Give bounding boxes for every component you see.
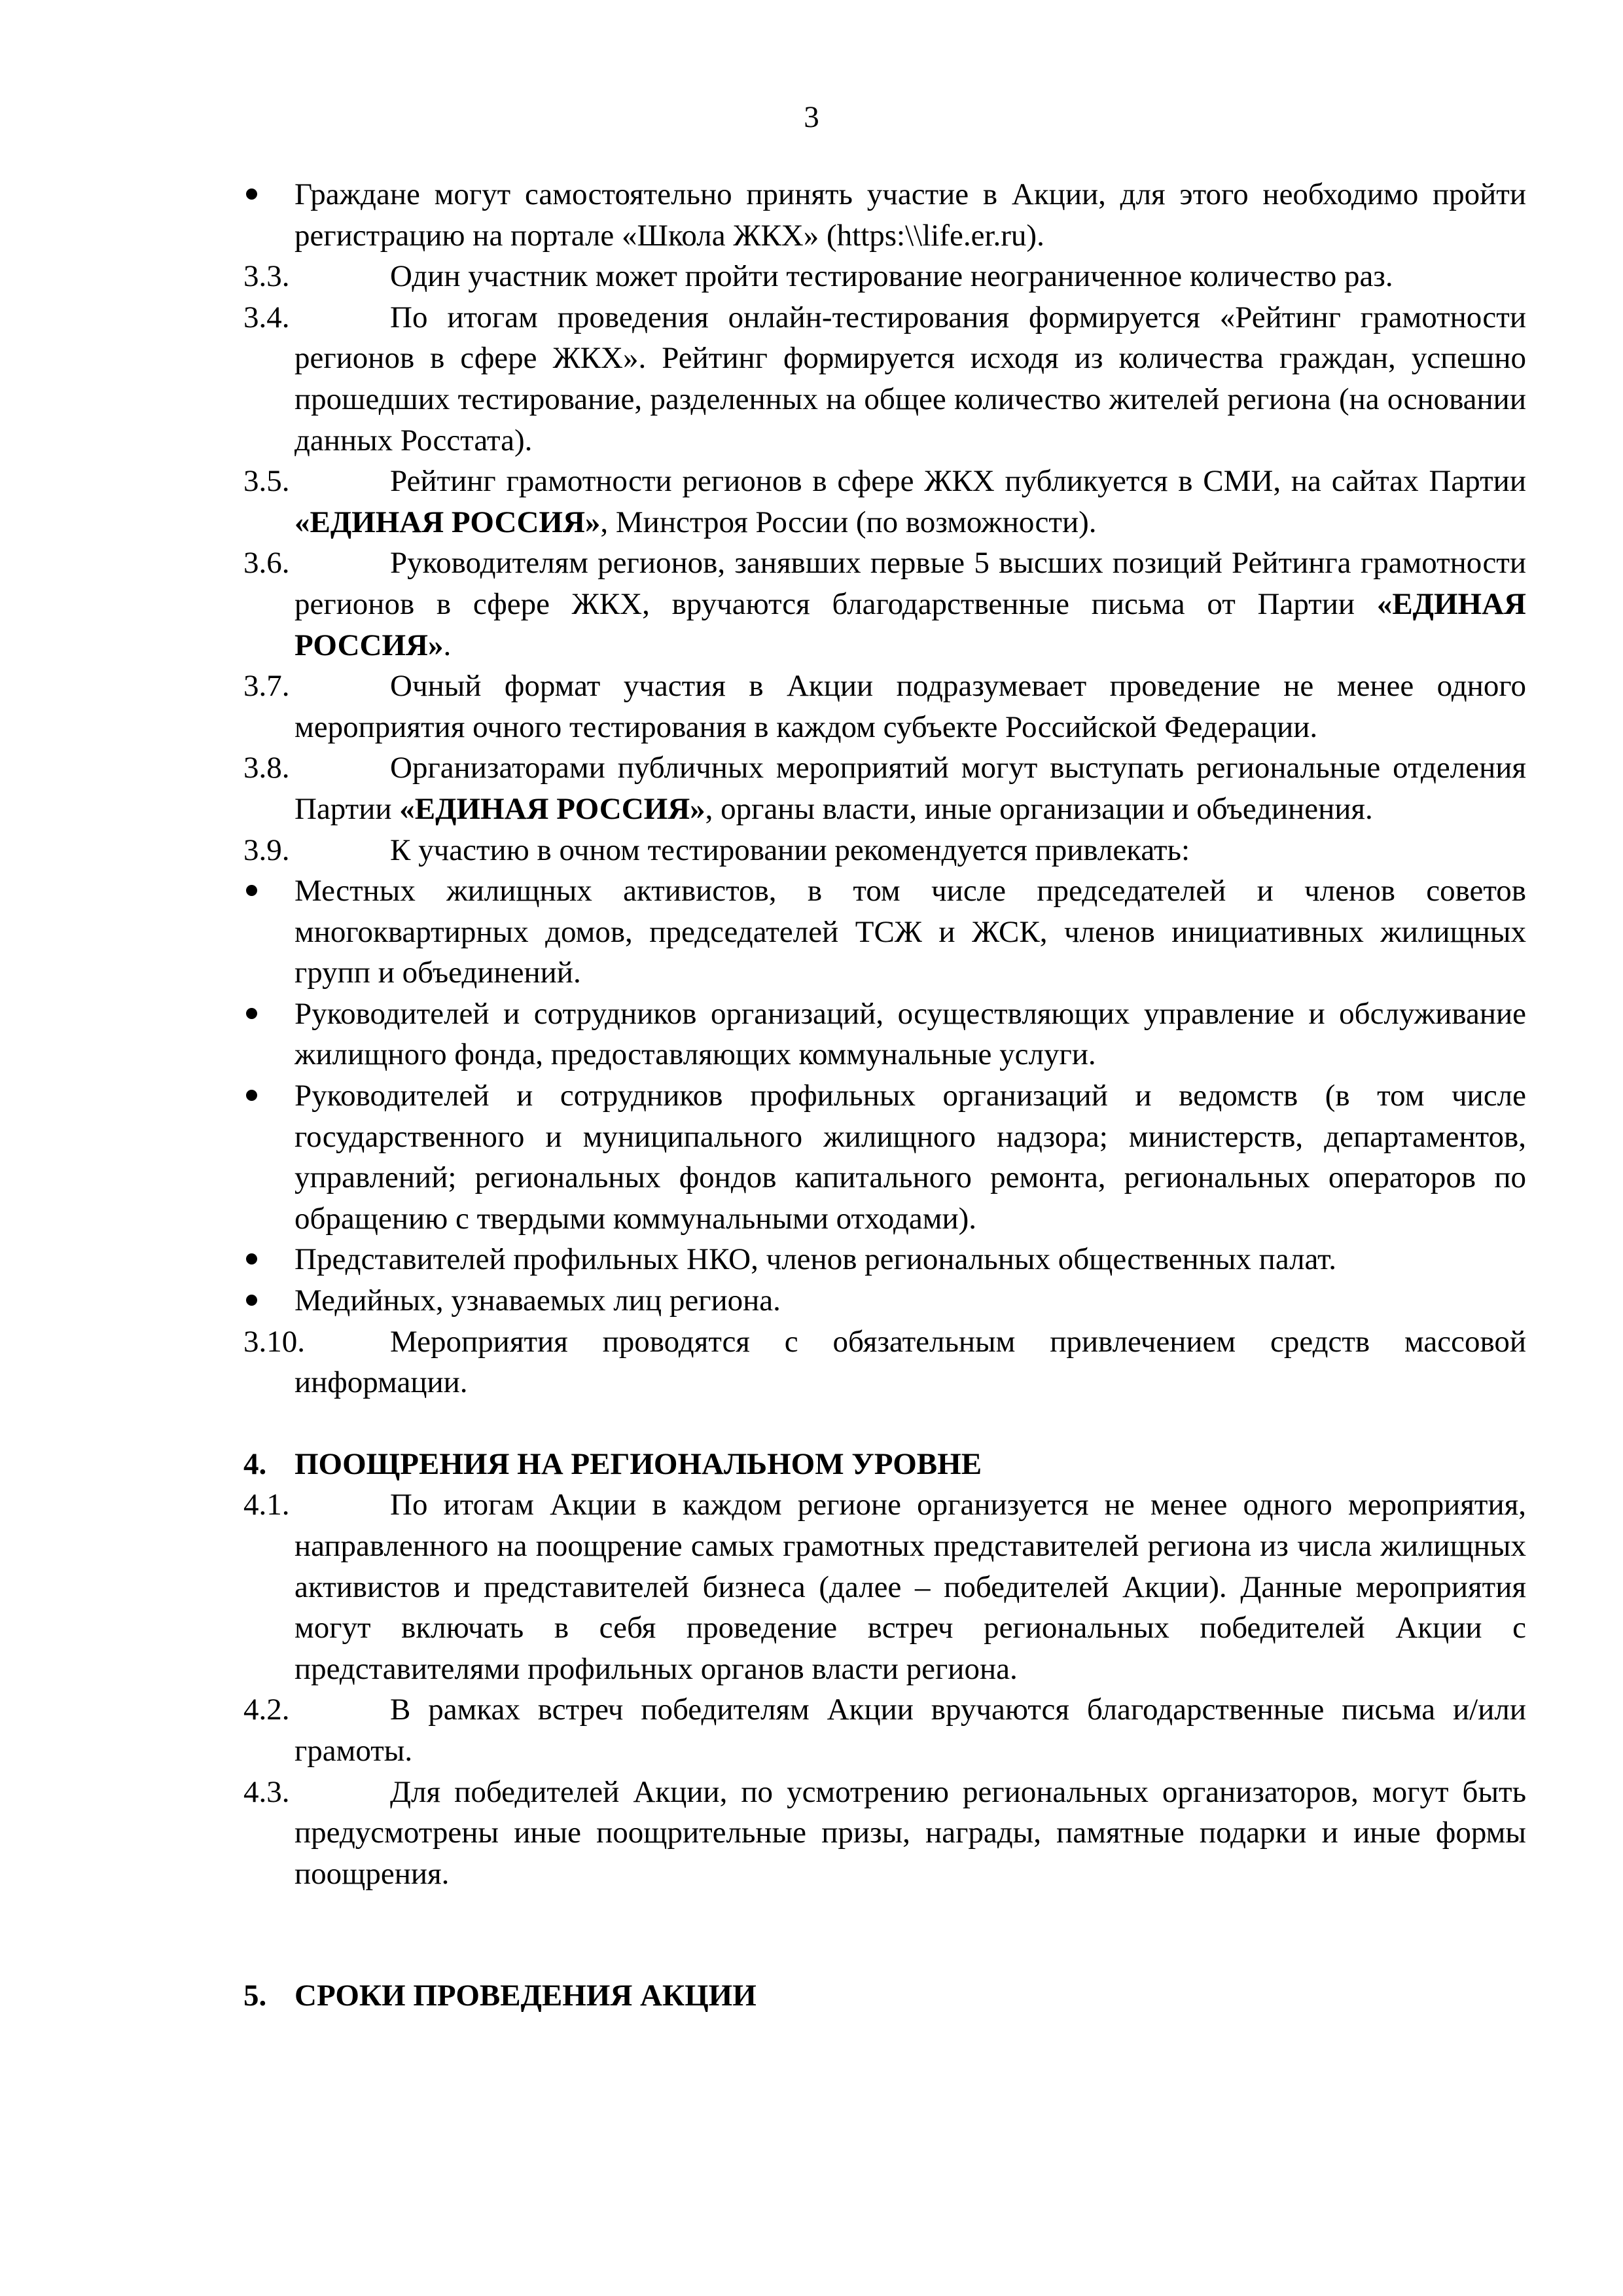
list-item xyxy=(243,1280,1526,1321)
clause-text: По итогам Акции в каждом регионе организуется не менее одного мероприятия, направленного на поощрение самых грамотных представителей региона из числа жилищных активистов и представителей бизнеса (далее – победителей Акции). Данные мероприятия могут включать в себя проведение встреч региональных победителей Акции с представителями профильных органов власти региона. xyxy=(294,1488,1526,1686)
spacer xyxy=(243,1894,1526,1975)
clause-text: Один участник может пройти тестирование неограниченное количество раз. xyxy=(390,259,1393,294)
clause-number: 3.6. xyxy=(243,546,290,581)
spacer xyxy=(243,1403,1526,1444)
clause-text-before: Руководителям регионов, занявших первые 5 высших позиций Рейтинга грамотности регионов в сфере ЖКХ, вручаются благодарственные письма от Партии xyxy=(294,546,1526,621)
clause-text: В рамках встреч победителям Акции вручаются благодарственные письма и/или грамоты. xyxy=(294,1693,1526,1768)
clause-3-6 xyxy=(243,543,1526,666)
bullet-icon xyxy=(246,188,257,200)
list-item xyxy=(243,994,1526,1075)
list-item-text: Представителей профильных НКО, членов региональных общественных палат. xyxy=(294,1242,1336,1277)
section-heading-5 xyxy=(243,1975,1526,2017)
bullet-icon xyxy=(246,1295,257,1306)
clause-3-9 xyxy=(243,830,1526,871)
section-number: 4. xyxy=(243,1446,267,1481)
clause-number: 3.4. xyxy=(243,300,290,334)
clause-number: 4.3. xyxy=(243,1774,290,1809)
clause-3-5 xyxy=(243,461,1526,543)
section-number: 5. xyxy=(243,1979,267,2013)
clause-3-4 xyxy=(243,297,1526,461)
section-title: ПООЩРЕНИЯ НА РЕГИОНАЛЬНОМ УРОВНЕ xyxy=(294,1446,982,1481)
clause-text: Очный формат участия в Акции подразумевает проведение не менее одного мероприятия очного тестирования в каждом субъекте Российской Федерации. xyxy=(294,669,1526,744)
clause-number: 4.2. xyxy=(243,1693,290,1727)
clause-text: К участию в очном тестировании рекомендуется привлекать: xyxy=(390,833,1190,867)
list-item xyxy=(243,1075,1526,1239)
clause-3-3 xyxy=(243,256,1526,297)
bullet-icon xyxy=(246,1090,257,1101)
clause-3-8 xyxy=(243,747,1526,829)
party-name: «ЕДИНАЯ РОССИЯ» xyxy=(294,505,601,539)
clause-number: 3.9. xyxy=(243,833,290,867)
clause-number: 3.5. xyxy=(243,464,290,499)
clause-4-2 xyxy=(243,1689,1526,1771)
clause-4-3 xyxy=(243,1772,1526,1895)
clause-number: 3.10. xyxy=(243,1324,305,1359)
clause-number: 3.8. xyxy=(243,751,290,785)
clause-text: Для победителей Акции, по усмотрению региональных организаторов, могут быть предусмотрены иные поощрительные призы, награды, памятные подарки и иные формы поощрения. xyxy=(294,1774,1526,1891)
clause-number: 4.1. xyxy=(243,1488,290,1522)
clause-3-10 xyxy=(243,1321,1526,1403)
party-name: «ЕДИНАЯ РОССИЯ» xyxy=(399,791,705,826)
document-body xyxy=(243,174,1526,2017)
list-item xyxy=(243,174,1526,256)
paragraph-text: Граждане могут самостоятельно принять участие в Акции, для этого необходимо пройти регистрацию на портале «Школа ЖКХ» (https:\\life.er.ru). xyxy=(294,177,1526,253)
list-item xyxy=(243,870,1526,994)
list-item-text: Руководителей и сотрудников профильных организаций и ведомств (в том числе государственного и муниципального жилищного надзора; министерств, департаментов, управлений; региональных фондов капитального ремонта, региональных операторов по обращению с твердыми коммунальными отходами). xyxy=(294,1079,1526,1236)
section-heading-4 xyxy=(243,1444,1526,1485)
clause-text-after: . xyxy=(443,628,452,662)
list-item xyxy=(243,1239,1526,1280)
clause-text: Мероприятия проводятся с обязательным привлечением средств массовой информации. xyxy=(294,1324,1526,1400)
bullet-icon xyxy=(246,1008,257,1019)
clause-text-after: , Минстроя России (по возможности). xyxy=(600,505,1097,539)
clause-4-1 xyxy=(243,1484,1526,1689)
list-item-text: Руководителей и сотрудников организаций, осуществляющих управление и обслуживание жилищного фонда, предоставляющих коммунальные услуги. xyxy=(294,996,1526,1072)
clause-text: По итогам проведения онлайн-тестирования формируется «Рейтинг грамотности регионов в сфере ЖКХ». Рейтинг формируется исходя из количества граждан, успешно прошедших тестирование, разделенных на общее количество жителей региона (на основании данных Росстата). xyxy=(294,300,1526,457)
page-number: 3 xyxy=(804,100,819,134)
list-item-text: Местных жилищных активистов, в том числе председателей и членов советов многоквартирных домов, председателей ТСЖ и ЖСК, членов инициативных жилищных групп и объединений. xyxy=(294,874,1526,990)
list-item-text: Медийных, узнаваемых лиц региона. xyxy=(294,1283,781,1318)
section-title: СРОКИ ПРОВЕДЕНИЯ АКЦИИ xyxy=(294,1979,757,2013)
clause-text-before: Рейтинг грамотности регионов в сфере ЖКХ публикуется в СМИ, на сайтах Партии xyxy=(390,464,1526,499)
clause-number: 3.3. xyxy=(243,259,290,294)
bullet-icon xyxy=(246,885,257,896)
clause-number: 3.7. xyxy=(243,669,290,704)
clause-text-before: Организаторами публичных мероприятий могут выступать региональные отделения Партии xyxy=(294,751,1526,826)
clause-3-7 xyxy=(243,666,1526,747)
party-name: «ЕДИНАЯ РОССИЯ» xyxy=(294,586,1526,662)
bullet-icon xyxy=(246,1253,257,1265)
clause-text-after: , органы власти, иные организации и объединения. xyxy=(705,791,1373,826)
